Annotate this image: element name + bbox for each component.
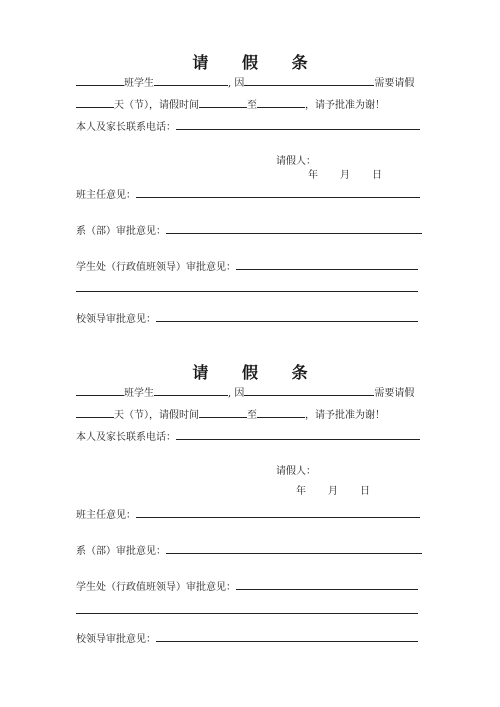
school-leader-opinion-blank[interactable] [156, 630, 418, 642]
date-row: 年 月 日 [308, 170, 382, 181]
extra-opinion-line[interactable] [76, 613, 418, 614]
student-office-opinion-blank[interactable] [236, 578, 418, 590]
reason-blank[interactable] [244, 74, 374, 86]
student-name-blank[interactable] [154, 74, 228, 86]
reason-blank[interactable] [244, 384, 374, 396]
row-class-reason: 班学生 , 因 需要请假 [76, 74, 414, 88]
row-student-office: 学生处（行政值班领导）审批意见： [76, 578, 418, 592]
extra-opinion-line[interactable] [76, 291, 418, 292]
row-contact: 本人及家长联系电话： [76, 428, 420, 442]
teacher-opinion-blank[interactable] [136, 506, 420, 518]
row-department: 系（部）审批意见： [76, 222, 422, 236]
form-title: 请 假 条 [192, 53, 322, 72]
start-time-blank[interactable] [199, 96, 247, 108]
end-time-blank[interactable] [257, 406, 305, 418]
class-blank[interactable] [76, 74, 124, 86]
row-class-reason: 班学生 , 因 需要请假 [76, 384, 414, 398]
days-blank[interactable] [76, 96, 114, 108]
row-teacher: 班主任意见： [76, 186, 420, 200]
teacher-opinion-blank[interactable] [136, 186, 420, 198]
school-leader-opinion-blank[interactable] [156, 310, 418, 322]
row-days-time: 天（节），请假时间 至 ，请予批准为谢！ [76, 406, 385, 420]
row-department: 系（部）审批意见： [76, 542, 422, 556]
student-office-opinion-blank[interactable] [236, 258, 418, 270]
department-opinion-blank[interactable] [166, 222, 422, 234]
department-opinion-blank[interactable] [166, 542, 422, 554]
date-row: 年 月 日 [296, 486, 370, 497]
student-name-blank[interactable] [154, 384, 228, 396]
row-school-leader: 校领导审批意见： [76, 310, 418, 324]
applicant-label: 请假人： [276, 156, 316, 167]
start-time-blank[interactable] [199, 406, 247, 418]
phone-blank[interactable] [176, 118, 420, 130]
days-blank[interactable] [76, 406, 114, 418]
class-blank[interactable] [76, 384, 124, 396]
applicant-label: 请假人： [276, 466, 316, 477]
end-time-blank[interactable] [257, 96, 305, 108]
form-title: 请 假 条 [192, 363, 322, 382]
row-teacher: 班主任意见： [76, 506, 420, 520]
row-school-leader: 校领导审批意见： [76, 630, 418, 644]
row-days-time: 天（节），请假时间 至 ，请予批准为谢！ [76, 96, 385, 110]
phone-blank[interactable] [176, 428, 420, 440]
row-student-office: 学生处（行政值班领导）审批意见： [76, 258, 418, 272]
row-contact: 本人及家长联系电话： [76, 118, 420, 132]
